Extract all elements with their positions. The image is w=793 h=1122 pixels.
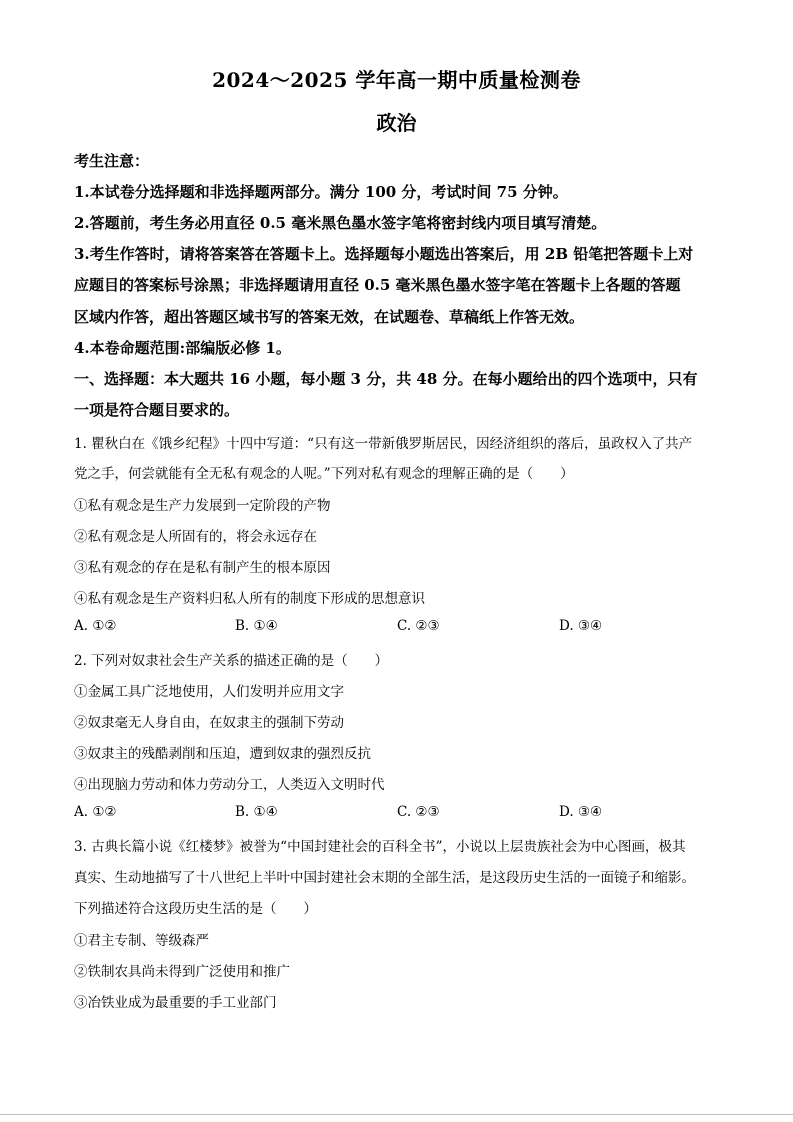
q1-option-a: A. ①②: [74, 618, 117, 634]
q2-stem: 2. 下列对奴隶社会生产关系的描述正确的是（ ）: [74, 653, 389, 669]
q2-option-a: A. ①②: [74, 804, 117, 820]
q1-stem-line-1: 1. 瞿秋白在《饿乡纪程》十四中写道：“只有这一带新俄罗斯居民，因经济组织的落后，虽政权入了共产: [74, 436, 693, 452]
q2-statement-2: ②奴隶毫无人身自由，在奴隶主的强制下劳动: [74, 715, 344, 731]
q2-option-c: C. ②③: [397, 804, 440, 820]
exam-title: 2024～2025 学年高一期中质量检测卷: [212, 68, 581, 92]
notice-item-1: 1.本试卷分选择题和非选择题两部分。满分 100 分，考试时间 75 分钟。: [74, 183, 568, 201]
q1-statement-2: ②私有观念是人所固有的，将会永远存在: [74, 529, 317, 545]
q2-option-d: D. ③④: [559, 804, 603, 820]
q3-statement-3: ③冶铁业成为最重要的手工业部门: [74, 995, 277, 1011]
q1-statement-4: ④私有观念是生产资料归私人所有的制度下形成的思想意识: [74, 591, 425, 607]
q1-stem-line-2: 党之手，何尝就能有全无私有观念的人呢。”下列对私有观念的理解正确的是（ ）: [74, 466, 574, 482]
notice-item-3-line-3: 区域内作答，超出答题区域书写的答案无效，在试题卷、草稿纸上作答无效。: [74, 308, 585, 326]
q2-statement-1: ①金属工具广泛地使用，人们发明并应用文字: [74, 684, 344, 700]
q3-stem-line-1: 3. 古典长篇小说《红楼梦》被誉为“中国封建社会的百科全书”，小说以上层贵族社会为中心图画，极其: [74, 839, 686, 855]
page-bottom-rule: [0, 1114, 793, 1115]
q3-stem-line-3: 下列描述符合这段历史生活的是（ ）: [74, 901, 317, 917]
q3-statement-1: ①君主专制、等级森严: [74, 933, 209, 949]
q2-option-b: B. ①④: [235, 804, 278, 820]
q1-statement-1: ①私有观念是生产力发展到一定阶段的产物: [74, 498, 331, 514]
notice-item-3-line-2: 应题目的答案标号涂黑；非选择题请用直径 0.5 毫米黑色墨水签字笔在答题卡上各题的答题: [74, 276, 681, 294]
q1-option-d: D. ③④: [559, 618, 603, 634]
notice-item-3-line-1: 3.考生作答时，请将答案答在答题卡上。选择题每小题选出答案后，用 2B 铅笔把答题卡上对: [74, 245, 694, 263]
q2-statement-3: ③奴隶主的残酷剥削和压迫，遭到奴隶的强烈反抗: [74, 746, 371, 762]
exam-subject: 政治: [376, 111, 417, 135]
notice-heading: 考生注意：: [74, 152, 150, 170]
q2-statement-4: ④出现脑力劳动和体力劳动分工，人类迈入文明时代: [74, 777, 385, 793]
q1-statement-3: ③私有观念的存在是私有制产生的根本原因: [74, 560, 331, 576]
notice-item-2: 2.答题前，考生务必用直径 0.5 毫米黑色墨水签字笔将密封线内项目填写清楚。: [74, 214, 607, 232]
section-heading-line-2: 一项是符合题目要求的。: [74, 401, 240, 419]
q3-stem-line-2: 真实、生动地描写了十八世纪上半叶中国封建社会末期的全部生活，是这段历史生活的一面镜子和缩影。: [74, 870, 695, 886]
notice-item-4: 4.本卷命题范围:部编版必修 1。: [74, 339, 291, 357]
q1-option-b: B. ①④: [235, 618, 278, 634]
section-heading-line-1: 一、选择题：本大题共 16 小题，每小题 3 分，共 48 分。在每小题给出的四个选项中，只有: [74, 370, 698, 388]
q3-statement-2: ②铁制农具尚未得到广泛使用和推广: [74, 964, 290, 980]
q1-option-c: C. ②③: [397, 618, 440, 634]
